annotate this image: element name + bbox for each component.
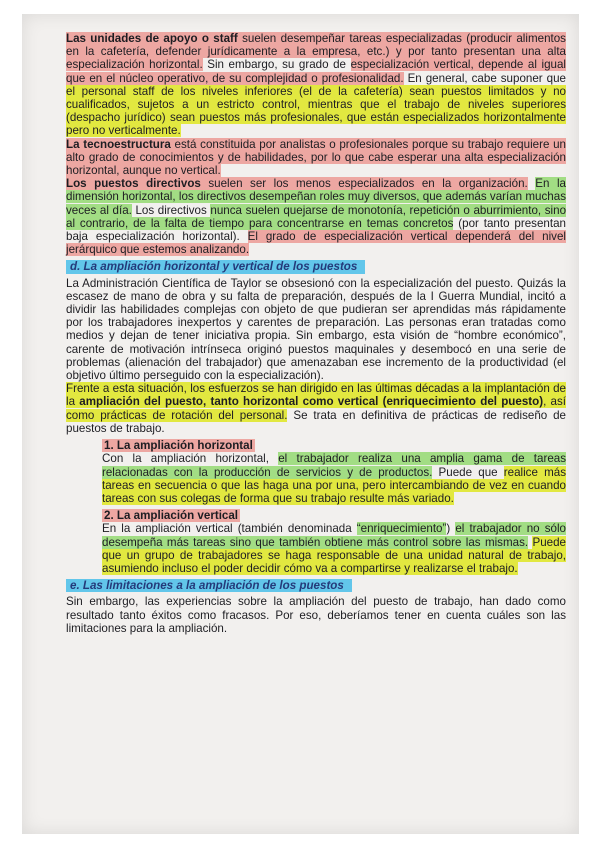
highlighted-text: nunca suelen quejarse de monotonía, repetición o aburrimiento, sino al contrario, de la falta de tiempo para concentrarse en temas concretos [66, 203, 567, 230]
paragraph [102, 452, 566, 505]
subsection [66, 439, 566, 505]
paragraph [102, 522, 566, 575]
subsection-title [102, 439, 566, 452]
text-run: Se trata en definitiva de prácticas de rediseño de puestos de trabajo. [66, 408, 567, 435]
document-page [22, 14, 579, 834]
highlighted-text: En la dimensión horizontal, los directivos desempeñan roles muy diversos, que además varían muchas veces al día. [66, 177, 566, 217]
highlighted-text: Puede que un grupo de trabajadores se haga responsable de una unidad natural de trabajo, asumiendo incluso el poder decidir cómo va a compartirse y realizarse el trabajo. [102, 535, 566, 575]
text-run: (por tanto presentan baja especialización horizontal). [66, 216, 566, 244]
subsection-title-text: 2. La ampliación vertical [104, 509, 239, 523]
text-run: En la ampliación vertical (también denominada [102, 522, 357, 536]
highlighted-text: La tecnoestructura [66, 137, 171, 151]
highlighted-text: ampliación del puesto, tanto horizontal como vertical (enriquecimiento del puesto) [79, 395, 544, 409]
text-run: En general, cabe suponer que [403, 71, 566, 85]
highlighted-text: el personal staff de los niveles inferiores (el de la cafetería) sean puestos limitados y no cualificados, sujetos a un estricto control, mientras que el trabajo de niveles superiores (despacho jurídico) sean puestos más profesionales, que están especializados horizontalmente pero no verticalmente. [66, 84, 566, 138]
subsection-title [102, 509, 566, 522]
highlighted-text: realice más tareas en secuencia o que las haga una por una, pero intercambiando de vez en cuando tareas con sus colegas de forma que su trabajo resulte más variado. [102, 465, 566, 505]
subsection [66, 509, 566, 575]
highlighted-text: Las unidades de apoyo o staff [66, 32, 238, 45]
text-run: Sin embargo, las experiencias sobre la ampliación del puesto de trabajo, han dado como resultado tanto éxitos como fracasos. Por eso, deberíamos tener en cuenta cuáles son las limitaciones para la ampliación. [66, 595, 566, 635]
highlighted-text: especialización vertical, depende al igual que en el núcleo operativo, de su complejidad o profesionalidad. [66, 58, 567, 85]
highlighted-text: , así como prácticas de rotación del personal. [66, 395, 566, 422]
highlighted-text: está constituida por analistas o profesionales porque su trabajo requiere un alto grado de conocimientos y de habilidades, por lo que cabe esperar una alta especialización horizontal, aunque no vertical. [66, 137, 566, 178]
subsection-title-text: 1. La ampliación horizontal [104, 439, 253, 453]
highlighted-text: Los puestos directivos [66, 177, 201, 191]
text-run: Sin embargo, su grado de [202, 58, 351, 72]
section-heading: e. Las limitaciones a la ampliación de los puestos [66, 579, 352, 592]
highlighted-text: el trabajador no sólo desempeña más tareas sino que también obtiene más control sobre las mismas. [102, 522, 566, 549]
text-run: Con la ampliación horizontal, [102, 452, 279, 466]
highlighted-text: suelen desempeñar tareas especializadas (producir alimentos en la cafetería, defender jurídicamente a la empresa, etc.) y por tanto presentan una alta especialización horizontal. [66, 32, 566, 72]
paragraph [66, 138, 566, 178]
paragraph [66, 382, 566, 435]
text-run: La Administración Científica de Taylor se obsesionó con la especialización del puesto. Quizás la escasez de mano de obra y su falta de preparación, después de la I Guerra Mundial, incitó a dividir las habilidades complejas con objeto de que pudieran ser aprendidas más rápidamente por los trabajadores inexpertos y carentes de preparación. Las personas eran tratadas como medios y dejan de tener iniciativa propia. Sin embargo, esta visión de “hombre económico”, carente de motivación intrínseca originó puestos maquinales y desembocó en una serie de problemas (alienación del trabajador) que amenazaban ese incremento de la productividad (el objetivo último perseguido con la especialización). [66, 276, 566, 383]
paragraph [66, 595, 566, 635]
paragraph [66, 177, 566, 256]
section-heading: d. La ampliación horizontal y vertical de los puestos [66, 260, 365, 273]
document-text [66, 32, 566, 635]
text-run: Los directivos [131, 203, 211, 217]
text-run: Puede que [432, 465, 504, 479]
highlighted-text: suelen ser los menos especializados en la organización. [200, 177, 528, 191]
section-heading-row [66, 256, 566, 276]
paragraph [66, 32, 566, 138]
section-heading-row [66, 575, 566, 595]
text-run: ) [446, 522, 456, 536]
highlighted-text: el trabajador realiza una amplia gama de tareas relacionadas con la producción de servicios y de productos. [102, 452, 567, 479]
highlighted-text: “enriquecimiento” [356, 522, 447, 536]
highlighted-text: Frente a esta situación, los esfuerzos se han dirigido en las últimas décadas a la implantación de la [66, 382, 566, 409]
highlighted-text: El grado de especialización vertical dependerá del nivel jerárquico que estemos analizando. [66, 230, 566, 257]
paragraph [66, 277, 566, 383]
